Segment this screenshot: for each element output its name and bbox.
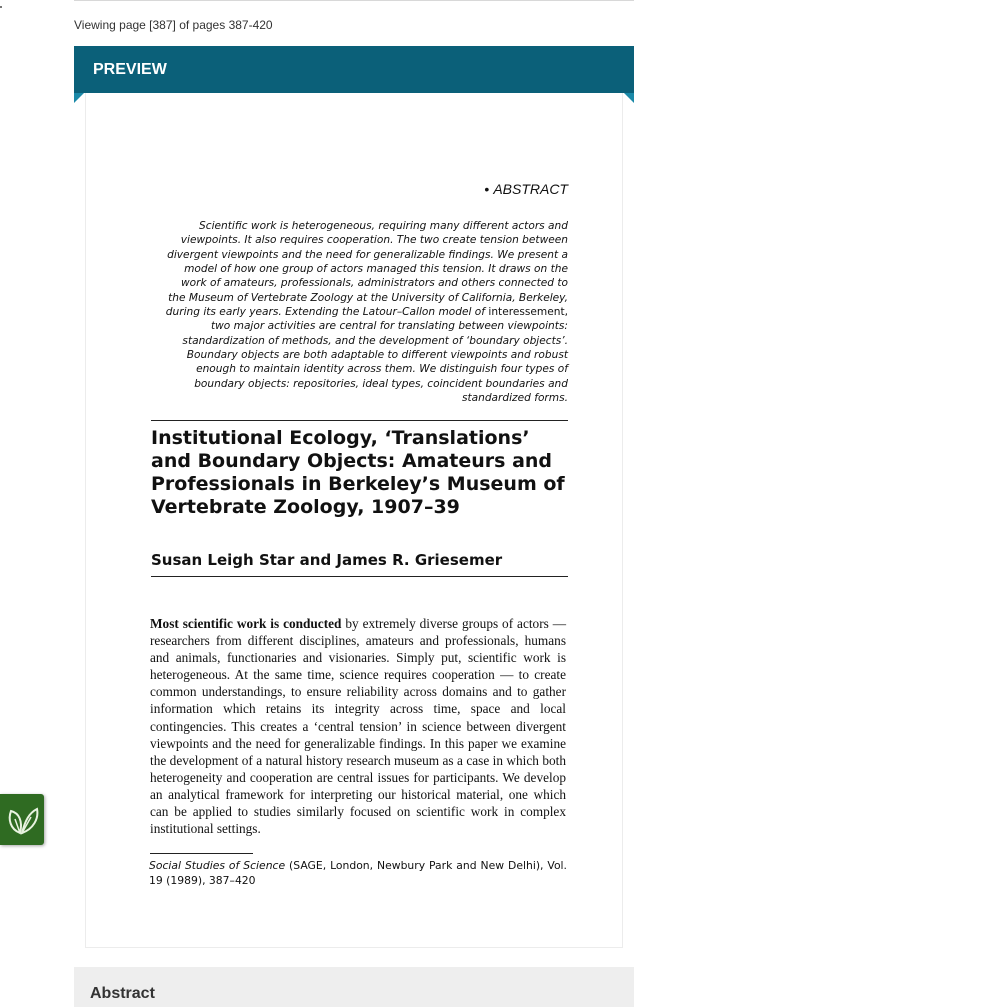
preview-header: [74, 46, 634, 93]
document-preview-page[interactable]: [85, 93, 623, 948]
top-divider: [74, 0, 634, 1]
abstract-heading: [86, 181, 568, 197]
abstract-line: boundary objects: repositories, ideal types, coincident boundaries and: [194, 377, 568, 390]
abstract-line: standardization of methods, and the development of ‘boundary objects’.: [182, 334, 568, 347]
abstract-line: Scientific work is heterogeneous, requiring many different actors and: [199, 220, 568, 232]
article-title: [151, 427, 571, 519]
citation-rest: (SAGE, London, Newbury Park and New Delhi), Vol. 19 (1989), 387–420: [149, 859, 567, 887]
page-status-text: Viewing page [387] of pages 387-420: [74, 18, 273, 32]
abstract-line: Boundary objects are both adaptable to different viewpoints and robust: [186, 349, 568, 362]
preview-label: PREVIEW: [93, 61, 167, 78]
title-line: and Boundary Objects: Amateurs and: [151, 450, 553, 472]
article-body: [150, 615, 566, 837]
edge-mark: [0, 6, 2, 8]
leaf-widget-button[interactable]: [0, 794, 44, 845]
title-line: Vertebrate Zoology, 1907–39: [151, 496, 460, 518]
abstract-line: enough to maintain identity across them. We distinguish four types of: [196, 363, 568, 376]
abstract-section: [74, 967, 634, 1007]
abstract-line: the Museum of Vertebrate Zoology at the University of California, Berkeley,: [168, 291, 568, 304]
title-rule-top: [151, 420, 568, 421]
abstract-line: divergent viewpoints and the need for generalizable findings. We present a: [167, 248, 568, 261]
abstract-line: standardized forms.: [461, 392, 568, 405]
abstract-line: work of amateurs, professionals, administrators and others connected to: [181, 277, 568, 290]
body-rest: by extremely diverse groups of actors — researchers from different disciplines, amateurs and professionals, humans and animals, functionaries and visionaries. Simply put, scientific work is heterogeneous. At the same time, science requires cooperation — to create common understandings, to ensure reliability across domains and to gather information which retains its integrity across time, space and local contingencies. This creates a ‘central tension’ in science between divergent viewpoints and the need for generalizable findings. In this paper we examine the development of a natural history research museum as a case in which both heterogeneity and cooperation are central issues for participants. We develop an analytical framework for interpreting our historical material, one which can be applied to studies similarly focused on scientific work in complex institutional settings.: [150, 616, 567, 837]
article-authors: Susan Leigh Star and James R. Griesemer: [151, 551, 503, 569]
abstract-text: [154, 219, 568, 405]
body-lead: Most scientific work is conducted: [150, 616, 342, 631]
abstract-heading-text: ABSTRACT: [493, 181, 568, 197]
abstract-roman-word: interessement,: [488, 306, 568, 319]
title-line: Institutional Ecology, ‘Translations’: [151, 427, 530, 449]
abstract-line: [154, 305, 568, 319]
authors-rule: [151, 576, 568, 577]
title-line: Professionals in Berkeley’s Museum of: [151, 473, 565, 495]
footnote-rule: [150, 853, 253, 854]
abstract-line-part: during its early years. Extending the Latour–Callon model of: [165, 306, 489, 319]
ribbon-fold-right: [624, 93, 634, 103]
abstract-line: two major activities are central for translating between viewpoints:: [210, 320, 568, 333]
abstract-section-title: Abstract: [90, 985, 155, 1002]
abstract-line: model of how one group of actors managed this tension. It draws on the: [184, 263, 568, 276]
journal-citation: [149, 859, 567, 888]
leaf-icon: [5, 803, 39, 837]
abstract-line: viewpoints. It also requires cooperation. The two create tension between: [180, 234, 568, 247]
ribbon-fold-left: [74, 93, 84, 103]
bullet-icon: •: [484, 181, 490, 197]
citation-journal: Social Studies of Science: [149, 859, 286, 872]
